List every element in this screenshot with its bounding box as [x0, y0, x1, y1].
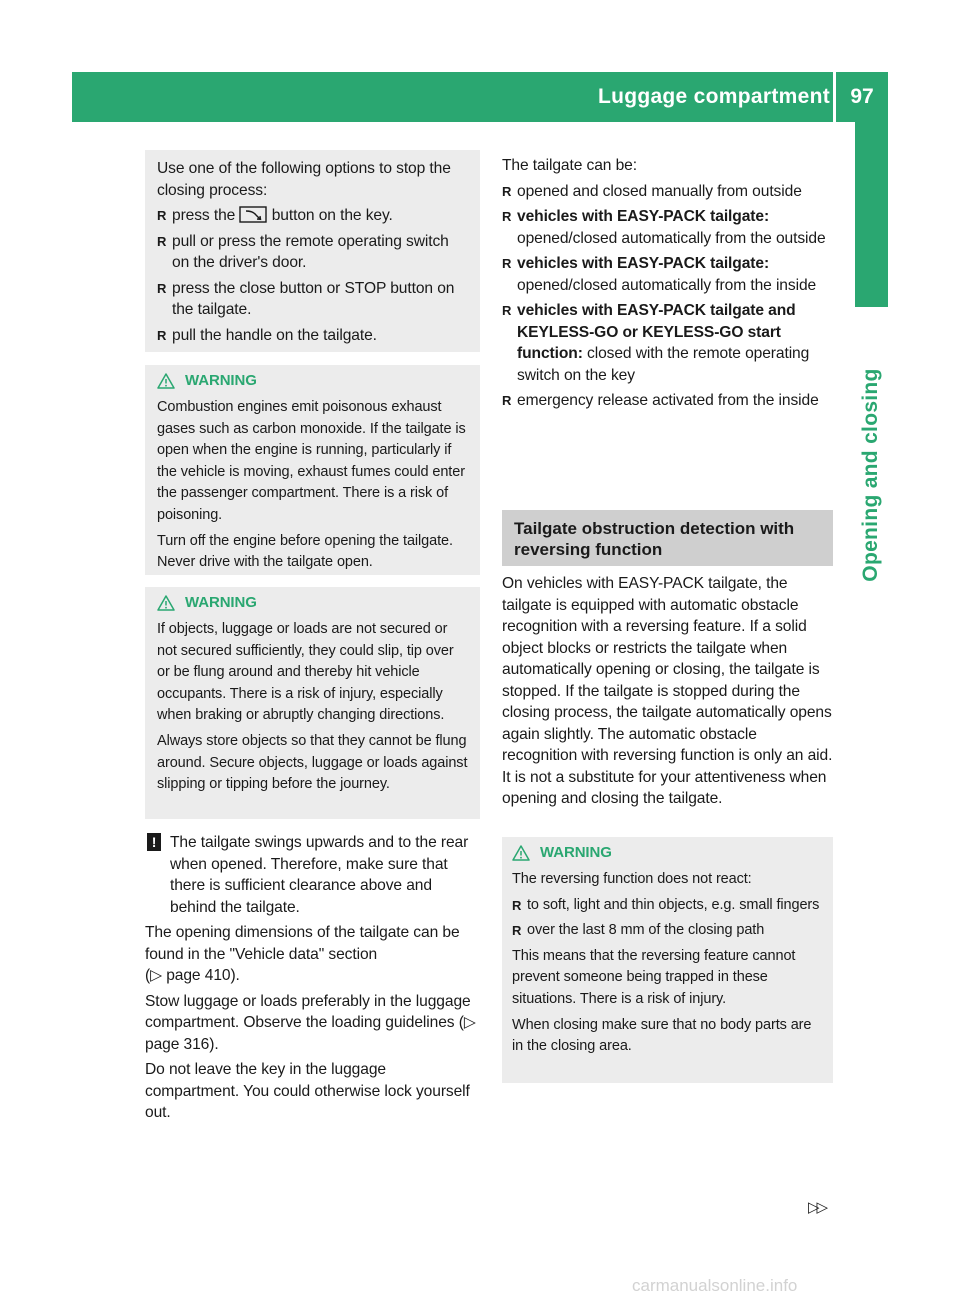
- list-item: R vehicles with EASY-PACK tailgate: opened/closed automatically from the outside: [502, 206, 834, 249]
- tailgate-options: [502, 155, 834, 412]
- chapter-tab-marker: [855, 122, 888, 307]
- notice-block: ! The tailgate swings upwards and to the rear when opened. Therefore, make sure that there is sufficient clearance above and behind the tailgate.: [145, 832, 481, 918]
- paragraph: The opening dimensions of the tailgate can be found in the "Vehicle data" section (▷ page 410).: [145, 924, 460, 984]
- warning-heading: WARNING: [157, 371, 468, 391]
- list-item: R vehicles with EASY-PACK tailgate: opened/closed automatically from the inside: [502, 253, 834, 296]
- section-paragraph: On vehicles with EASY-PACK tailgate, the tailgate is equipped with automatic obstacle recognition with a reversing feature. If a solid object blocks or restricts the tailgate when automatically opening or closing, the tailgate is stopped. If the tailgate is stopped during the closing process, the tailgate automatically opens again slightly. The automatic obstacle recognition with reversing function is only an aid. It is not a substitute for your attentiveness when opening and closing the tailgate.: [502, 575, 833, 807]
- list-item: R press the button on the key.: [157, 205, 468, 227]
- warning-box-exhaust: [145, 365, 480, 575]
- list-item: R press the close button or STOP button on the tailgate.: [157, 278, 468, 321]
- warning-text: Always store objects so that they cannot be flung around. Secure objects, luggage or loads against slipping or tipping before the journey.: [157, 732, 468, 793]
- paragraph: Do not leave the key in the luggage compartment. You could otherwise lock yourself out.: [145, 1061, 470, 1121]
- watermark: carmanualsonline.info: [632, 1276, 798, 1295]
- warning-triangle-icon: [157, 373, 175, 389]
- warning-text: When closing make sure that no body parts are in the closing area.: [512, 1016, 812, 1055]
- warning-heading: WARNING: [512, 843, 823, 863]
- section-heading: Tailgate obstruction detection with reversing function: [502, 510, 833, 566]
- stop-options-box: [145, 150, 480, 352]
- warning-box-reversing: [502, 837, 833, 1083]
- page-section-title: Luggage compartment: [597, 85, 830, 108]
- warning-triangle-icon: [512, 845, 530, 861]
- exclamation-icon: !: [147, 833, 161, 851]
- warning-triangle-icon: [157, 595, 175, 611]
- list-item: R opened and closed manually from outside: [502, 181, 834, 203]
- page-reference[interactable]: (▷ page 316).: [145, 1014, 476, 1053]
- list-item: R pull or press the remote operating switch on the driver's door.: [157, 231, 468, 274]
- list-item: R vehicles with EASY-PACK tailgate and KEYLESS-GO or KEYLESS-GO start function: closed with the remote operating switch on the key: [502, 300, 834, 386]
- warning-box-luggage: [145, 587, 480, 819]
- warning-text: Combustion engines emit poisonous exhaust gases such as carbon monoxide. If the tailgate is open when the engine is running, particularly if the vehicle is moving, exhaust fumes could enter the passenger compartment. There is a risk of poisoning.: [157, 399, 466, 523]
- chapter-tab-label: Opening and closing: [859, 368, 882, 582]
- left-body-text: [145, 832, 481, 1124]
- options-intro: The tailgate can be:: [502, 157, 637, 174]
- warning-heading: WARNING: [157, 593, 468, 613]
- warning-text: This means that the reversing feature cannot prevent someone being trapped in these situations. There is a risk of injury.: [512, 947, 796, 1007]
- page-number: 97: [850, 85, 874, 108]
- warning-text: If objects, luggage or loads are not secured or not secured sufficiently, they could slip, tip over or be flung around and thereby hit vehicle occupants. There is a risk of injury, especially when braking or abruptly changing directions.: [157, 621, 454, 724]
- tailgate-key-icon: [239, 206, 267, 223]
- page-reference[interactable]: (▷ page 410).: [145, 967, 240, 984]
- warning-text: The reversing function does not react:: [512, 871, 752, 887]
- continue-arrows-icon: ▷▷: [808, 1199, 826, 1216]
- list-item: R emergency release activated from the inside: [502, 390, 834, 412]
- list-item: R over the last 8 mm of the closing path: [512, 920, 823, 942]
- list-item: R pull the handle on the tailgate.: [157, 325, 468, 347]
- warning-text: Turn off the engine before opening the tailgate. Never drive with the tailgate open.: [157, 532, 453, 571]
- paragraph: Stow luggage or loads preferably in the luggage compartment. Observe the loading guidelines (▷ page 316).: [145, 992, 476, 1053]
- list-item: R to soft, light and thin objects, e.g. small fingers: [512, 895, 823, 917]
- stop-options-intro: Use one of the following options to stop the closing process:: [157, 160, 451, 199]
